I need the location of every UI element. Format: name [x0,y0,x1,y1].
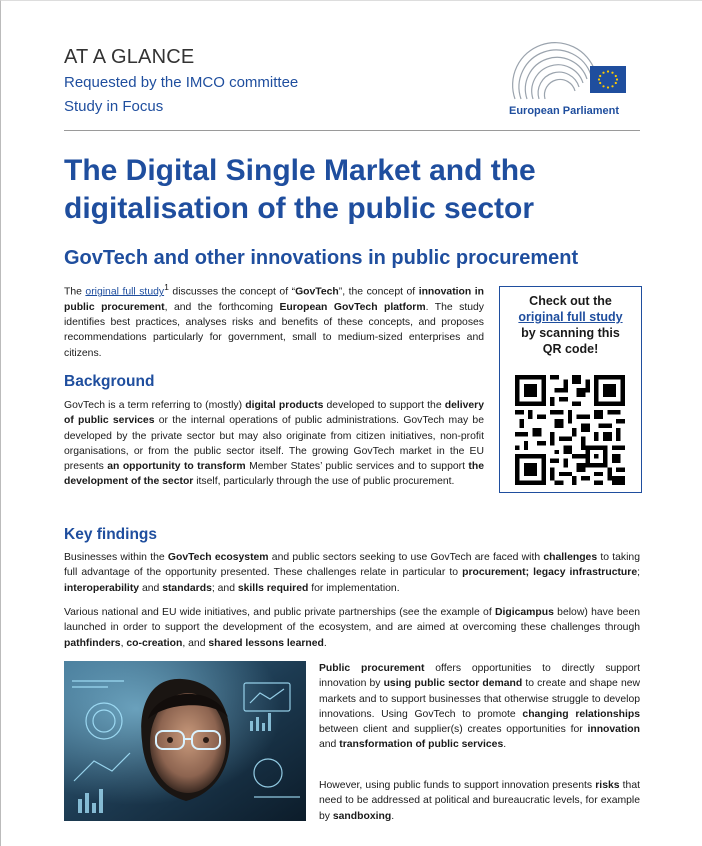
qr-callout-line: by scanning this [521,326,620,340]
footnote-ref: 1 [164,282,169,292]
series-label: Study in Focus [64,98,164,115]
qr-callout-line: Check out the [529,294,612,308]
person-with-holographic-data-image [64,661,306,821]
eyebrow-label: AT A GLANCE [64,46,195,68]
qr-callout-line: QR code! [542,342,599,356]
key-findings-heading: Key findings [64,526,158,543]
qr-study-link[interactable]: original full study [518,310,623,324]
initiatives-paragraph: Various national and EU wide initiatives, and public private partnerships (see the example of Digicampus below) have been launched in order to support the development of the ecosystem, and are aimed at overcoming these challenges through pathfinders, co-creation, and shared lessons learned. [64,607,641,649]
european-parliament-wordmark: European Parliament [509,105,620,117]
qr-code-icon[interactable] [515,375,625,485]
qr-callout-box [499,286,642,493]
original-study-link[interactable]: original full study [85,286,165,298]
background-paragraph: GovTech is a term referring to (mostly) digital products developed to support the delivery of public services or the internal operations of public administrations. GovTech may be developed by the private sector but may also originate from citizen initiatives, non-profit organisations, or from the public sector itself. The growing GovTech market in the EU presents an opportunity to transform Member States’ public services and to support the development of the sector itself, particularly through the use of public procurement. [64,400,484,488]
page-title: The Digital Single Market and the digitalisation of the public sector [64,154,536,225]
requested-by-label: Requested by the IMCO committee [64,74,299,91]
risks-paragraph: However, using public funds to support innovation presents risks that need to be addressed at political and bureaucratic levels, for example by sandboxing. [319,780,641,822]
page-subtitle: GovTech and other innovations in public procurement [64,247,579,269]
key-findings-paragraph: Businesses within the GovTech ecosystem and public sectors seeking to use GovTech are faced with challenges to taking full advantage of the opportunity presented. These challenges relate in particular to procurement; legacy infrastructure; interoperability and standards; and skills required for implementation. [64,552,640,594]
background-heading: Background [64,373,155,390]
intro-paragraph: The original full study$^1$ discusses the concept of “GovTech”, the concept of innovation in public procurement, and the forthcoming European GovTech platform. The study identifies best practices, analyses risks and benefits of these concepts, and proposes recommendations particularly for government, small to medium-sized enterprises and citizens. [64,282,484,359]
header-divider [64,130,640,131]
public-procurement-paragraph: Public procurement offers opportunities to directly support innovation by using public sector demand to create and shape new markets and to support businesses that otherwise struggle to develop innovations. Using GovTech to promote changing relationships between client and supplier(s) creates opportunities for innovation and transformation of public services. [319,663,640,751]
